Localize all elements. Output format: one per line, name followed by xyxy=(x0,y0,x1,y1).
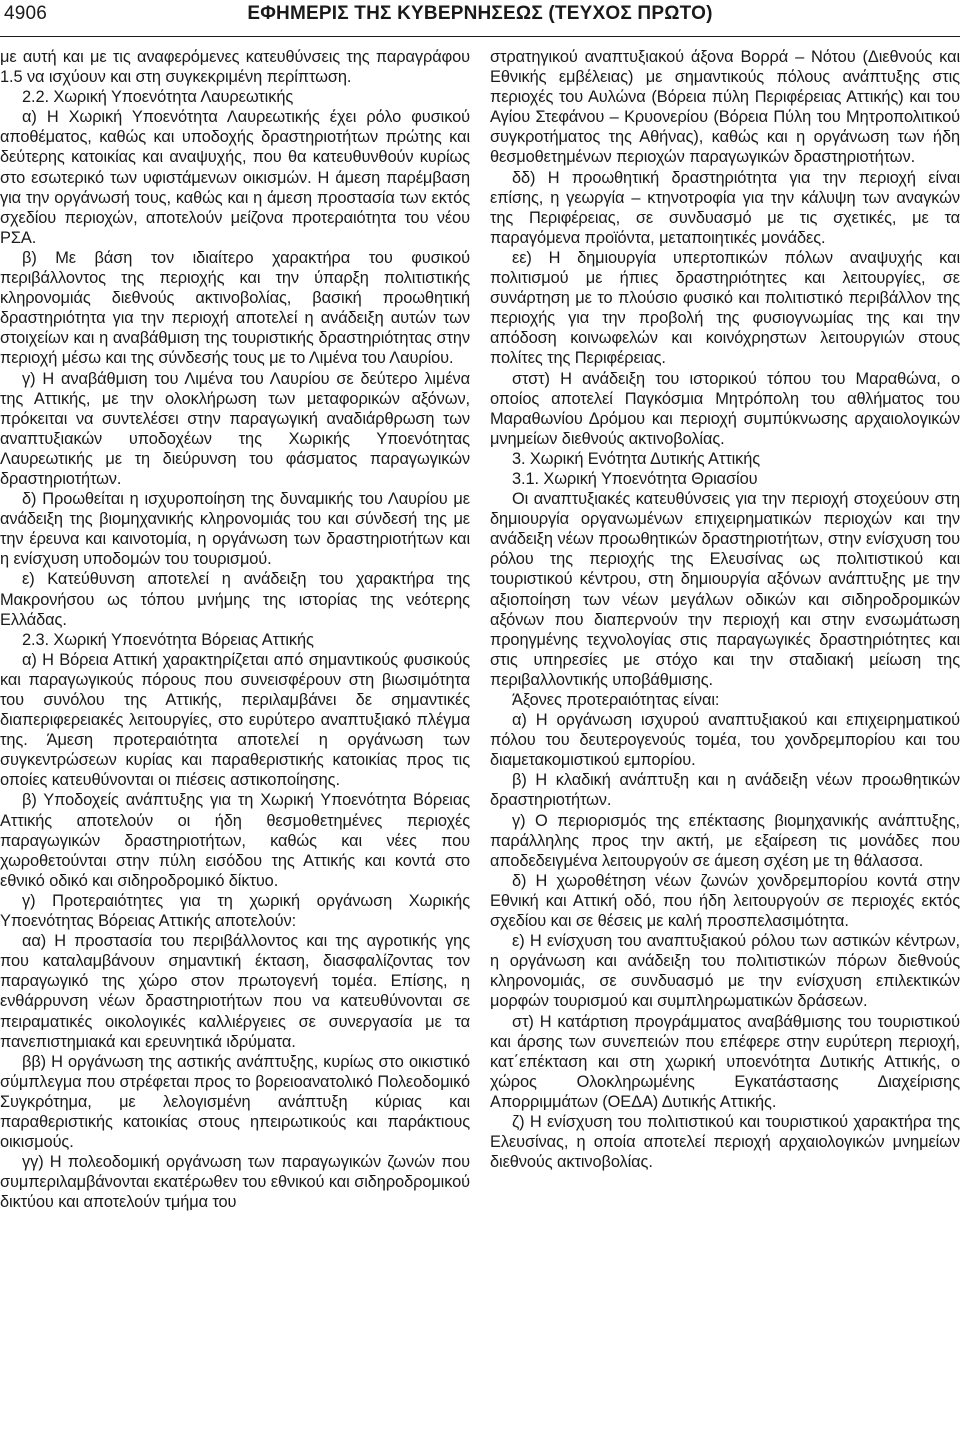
paragraph: ββ) Η οργάνωση της αστικής ανάπτυξης, κυρίως στο οικιστικό σύμπλεγμα που στρέφεται προς το βορειοανατολικό Πολεοδομικό Συγκρότημα, με λελογισμένη ανάπτυξη κύριας και παραθεριστικής κατοικίας στους ηπειρωτικούς και παράκτιους οικισμούς. xyxy=(0,1052,470,1152)
paragraph: εε) Η δημιουργία υπερτοπικών πόλων αναψυχής και πολιτισμού με ήπιες δραστηριότητες και λειτουργίες, σε συνάρτηση με το πλούσιο φυσικό και πολιτιστικό περιβάλλον της περιοχής για την προβολή της φυσιογνωμίας της και την απόδοση κοινωφελών και κοινόχρηστων λειτουργιών στους πολίτες της Περιφέρειας. xyxy=(490,248,960,368)
paragraph: γ) Η αναβάθμιση του Λιμένα του Λαυρίου σε δεύτερο λιμένα της Αττικής, με την ολοκλήρωση των μεταφορικών αξόνων, πρόκειται να συντελέσει στην παραγωγική αναδιάρθρωση των αναπτυξιακών υποδοχέων της Χωρικής Υποενότητας Λαυρεωτικής με τη διεύρυνση του φάσματος παραγωγικών δραστηριοτήτων. xyxy=(0,369,470,488)
page-header xyxy=(0,0,960,40)
left-column xyxy=(0,47,470,1212)
paragraph: δδ) Η προωθητική δραστηριότητα για την περιοχή είναι επίσης, η γεωργία – κτηνοτροφία για την κάλυψη των αναγκών της Περιφέρειας, σε συνδυασμό με τις σχετικές, με τα παραγόμενα προϊόντα, μεταποιητικές μονάδες. xyxy=(490,168,960,247)
paragraph: με αυτή και με τις αναφερόμενες κατευθύνσεις της παραγράφου 1.5 να ισχύουν και στη συγκεκριμένη περίπτωση. xyxy=(0,48,470,87)
paragraph: στστ) Η ανάδειξη του ιστορικού τόπου του Μαραθώνα, ο οποίος αποτελεί Παγκόσμια Μητρόπολη του αθλήματος του Μαραθωνίου Δρόμου και περιοχή συμπύκνωσης αρχαιολογικών μνημείων διεθνούς ακτινοβολίας. xyxy=(490,369,960,448)
paragraph: ε) Κατεύθυνση αποτελεί η ανάδειξη του χαρακτήρα της Μακρονήσου ως τόπου μνήμης της ιστορίας της νεότερης Ελλάδας. xyxy=(0,570,470,629)
right-column xyxy=(490,47,960,1172)
paragraph: β) Με βάση τον ιδιαίτερο χαρακτήρα του φυσικού περιβάλλοντος της περιοχής και την ύπαρξη πολιτιστικής κληρονομιάς διεθνούς ακτινοβολίας, βασική προωθητική δραστηριότητα για την περιοχή αποτελεί η ανάδειξη αυτών των στοιχείων και η αναβάθμιση της τουριστικής δραστηριότητας στην περιοχή μέσω και της σύνδεσής τους με το Λιμένα του Λαυρίου. xyxy=(0,248,470,368)
paragraph: Οι αναπτυξιακές κατευθύνσεις για την περιοχή στοχεύουν στη δημιουργία οργανωμένων επιχειρηματικών περιοχών και την ανάδειξη νέων προωθητικών δραστηριοτήτων, στην ενίσχυση του ρόλου της περιοχής της Ελευσίνας ως πολιτιστικού και τουριστικού κέντρου, στη δημιουργία αξόνων ανάπτυξης με την αξιοποίηση των νέων μεγάλων οδικών και σιδηροδρομικών αξόνων που διαπερνούν την περιοχή και στην ενσωμάτωση προηγμένης τεχνολογίας στις παραγωγικές δραστηριότητες και στις υπηρεσίες με στόχο και την σταδιακή μείωση της περιβαλλοντικής υποβάθμισης. xyxy=(490,490,960,689)
paragraph: γ) Ο περιορισμός της επέκτασης βιομηχανικής ανάπτυξης, παράλληλης προς την ακτή, με εξαίρεση τις μονάδες που αποδεδειγμένα λειτουργούν σε άμεση σχέση με τη θάλασσα. xyxy=(490,811,960,870)
text-columns xyxy=(0,47,960,1427)
page-number: 4906 xyxy=(4,3,48,24)
paragraph: δ) Η χωροθέτηση νέων ζωνών χονδρεμπορίου κοντά στην Εθνική και Αττική οδό, που ήδη λειτουργούν σε περιοχές εκτός σχεδίου και σε θέσεις με καλή προσπελασιμότητα. xyxy=(490,871,960,931)
paragraph: ζ) Η ενίσχυση του πολιτιστικού και τουριστικού χαρακτήρα της Ελευσίνας, η οποία αποτελεί περιοχή αρχαιολογικών μνημείων διεθνούς ακτινοβολίας. xyxy=(490,1112,960,1172)
paragraph: β) Υποδοχείς ανάπτυξης για τη Χωρική Υποενότητα Βόρειας Αττικής αποτελούν οι ήδη θεσμοθετημένες περιοχές παραγωγικών δραστηριοτήτων, καθώς και νέες που χωροθετούνται στην πύλη εισόδου της Αττικής και κοντά στο εθνικό οδικό και σιδηροδρομικό δίκτυο. xyxy=(0,791,470,890)
section-heading: 3. Χωρική Ενότητα Δυτικής Αττικής xyxy=(512,449,761,468)
paragraph: αα) Η προστασία του περιβάλλοντος και της αγροτικής γης που καταλαμβάνουν σημαντική έκταση, διασφαλίζοντας τον παραγωγικό της χώρο στον πρωτογενή τομέα. Επίσης, η ενθάρρυνση νέων δραστηριοτήτων που να κατευθύνονται σε πειραματικές οικολογικές καλλιέργειες σε συνεργασία με τα πανεπιστημιακά και ερευνητικά ιδρύματα. xyxy=(0,932,470,1051)
section-heading: 3.1. Χωρική Υποενότητα Θριασίου xyxy=(512,469,758,488)
paragraph: γ) Προτεραιότητες για τη χωρική οργάνωση Χωρικής Υποενότητας Βόρειας Αττικής αποτελούν: xyxy=(0,891,470,931)
paragraph: α) Η οργάνωση ισχυρού αναπτυξιακού και επιχειρηματικού πόλου του δευτερογενούς τομέα, του χονδρεμπορίου και του διαμετακομιστικού εμπορίου. xyxy=(490,711,960,770)
section-heading: 2.2. Χωρική Υποενότητα Λαυρεωτικής xyxy=(22,88,294,107)
paragraph: γγ) Η πολεοδομική οργάνωση των παραγωγικών ζωνών που συμπεριλαμβάνονται εκατέρωθεν του εθνικού και σιδηροδρομικού δικτύου και αποτελούν τμήμα του xyxy=(0,1153,470,1212)
paragraph: στ) Η κατάρτιση προγράμματος αναβάθμισης του τουριστικού και άρσης των συνεπειών που επέφερε στην ευρύτερη περιοχή, κατ΄επέκταση και στη χωρική υποενότητα Δυτικής Αττικής, ο χώρος Ολοκληρωμένης Εγκατάστασης Διαχείρισης Απορριμμάτων (ΟΕΔΑ) Δυτικής Αττικής. xyxy=(490,1012,960,1111)
paragraph: β) Η κλαδική ανάπτυξη και η ανάδειξη νέων προωθητικών δραστηριοτήτων. xyxy=(490,771,960,810)
paragraph: ε) Η ενίσχυση του αναπτυξιακού ρόλου των αστικών κέντρων, η οργάνωση και ανάδειξη του πολιτιστικών πόρων διεθνούς κληρονομιάς, σε συνδυασμό με την ενίσχυση επιλεκτικών μορφών τουρισμού και συμπληρωματικών δράσεων. xyxy=(490,932,960,1011)
paragraph: δ) Προωθείται η ισχυροποίηση της δυναμικής του Λαυρίου με ανάδειξη της βιομηχανικής κληρονομιάς του και σύνδεσή της με την έρευνα και καινοτομία, η οργάνωση των δραστηριοτήτων και η ενίσχυση υποδομών του τουρισμού. xyxy=(0,490,470,569)
paragraph: Άξονες προτεραιότητας είναι: xyxy=(512,691,720,709)
paragraph: στρατηγικού αναπτυξιακού άξονα Βορρά – Νότου (Διεθνούς και Εθνικής εμβέλειας) με σημαντικούς πόλους ανάπτυξης στις περιοχές του Αυλώνα (Βόρεια πύλη Περιφέρειας Αττικής) και του Αγίου Στεφάνου – Κρυονερίου (Βόρεια Πύλη του Μητροπολιτικού συγκροτήματος της Αθήνας), καθώς και η οργάνωση των ήδη θεσμοθετημένων περιοχών παραγωγικών δραστηριοτήτων. xyxy=(490,48,960,167)
header-rule xyxy=(0,36,960,37)
paragraph: α) Η Βόρεια Αττική χαρακτηρίζεται από σημαντικούς φυσικούς και παραγωγικούς πόρους που συνεισφέρουν στη βιωσιμότητα του συνόλου της Αττικής, περιλαμβάνει δε σημαντικές διαπεριφερειακές λειτουργίες, στο ευρύτερο αναπτυξιακό πλέγμα της. Άμεση προτεραιότητα αποτελεί η οργάνωση των συγκεντρώσεων κυρίας και παραθεριστικής κατοικίας προς τις οποίες κατευθύνονται οι πιέσεις αστικοποίησης. xyxy=(0,650,470,790)
journal-title: ΕΦΗΜΕΡΙΣ ΤΗΣ ΚΥΒΕΡΝΗΣΕΩΣ (ΤΕΥΧΟΣ ΠΡΩΤΟ) xyxy=(247,3,713,24)
paragraph: α) Η Χωρική Υποενότητα Λαυρεωτικής έχει ρόλο φυσικού αποθέματος, καθώς και υποδοχής δραστηριοτήτων πρώτης και δεύτερης κατοικίας και αναψυχής, που θα κατευθυνθούν κυρίως στο εσωτερικό των υφιστάμενων οικισμών. Η άμεση παρέμβαση για την οργάνωσή τους, καθώς και η άμεση προστασία των εκτός σχεδίου περιοχών, αποτελούν μείζονα προτεραιότητα του νέου ΡΣΑ. xyxy=(0,108,470,247)
section-heading: 2.3. Χωρική Υποενότητα Βόρειας Αττικής xyxy=(22,630,314,649)
